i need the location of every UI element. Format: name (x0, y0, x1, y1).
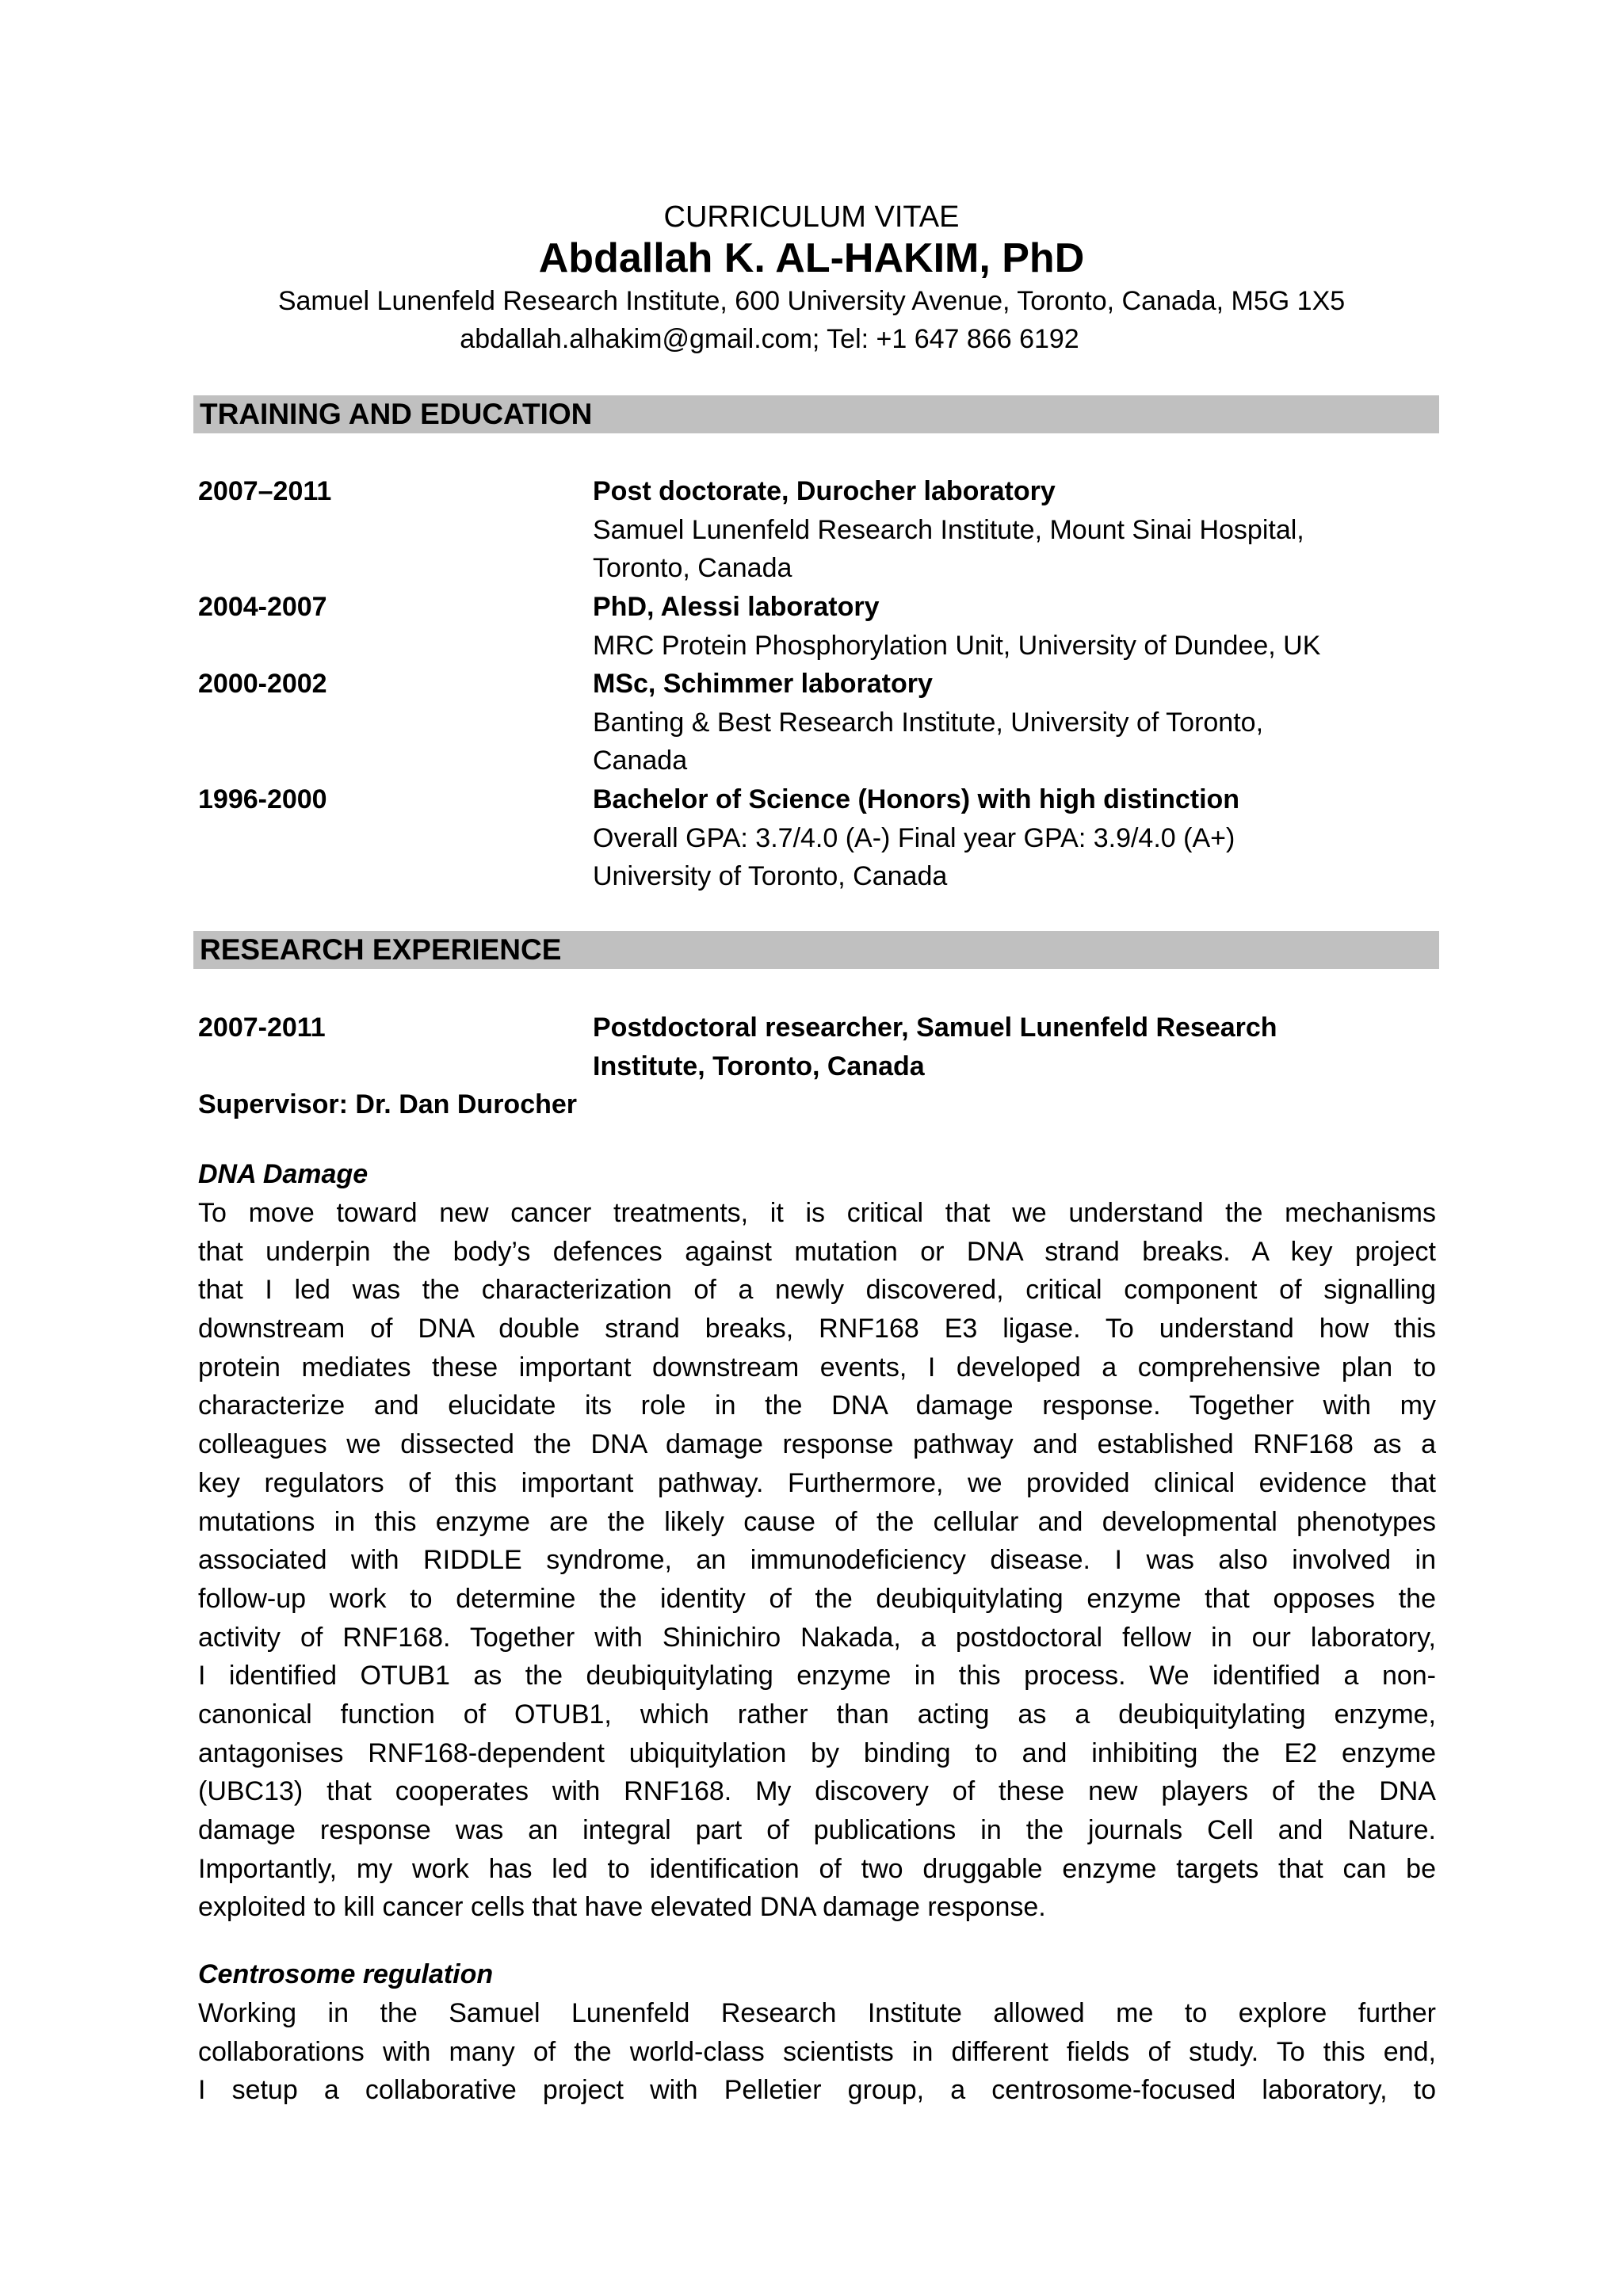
paragraph-line: that I led was the characterization of a newly discovered, critical component of signalling (198, 1275, 1436, 1306)
entry-line: Toronto, Canada (593, 553, 792, 583)
dna-damage-paragraph (198, 1194, 1436, 1927)
entry-years: 2000-2002 (198, 669, 327, 699)
address-line: Samuel Lunenfeld Research Institute, 600 University Avenue, Toronto, Canada, M5G 1X5 (277, 286, 1346, 316)
paragraph-line: downstream of DNA double strand breaks, RNF168 E3 ligase. To understand how this (198, 1314, 1436, 1344)
cv-header (0, 200, 1623, 358)
entry-details (593, 588, 1434, 665)
entry-title: Postdoctoral researcher, Samuel Lunenfeld Research (593, 1013, 1277, 1043)
paragraph-line: colleagues we dissected the DNA damage response pathway and established RNF168 as a (198, 1429, 1436, 1460)
paragraph-line: key regulators of this important pathway. Furthermore, we provided clinical evidence that (198, 1467, 1436, 1498)
entry-title: PhD, Alessi laboratory (593, 592, 880, 622)
paragraph-line: exploited to kill cancer cells that have elevated DNA damage response. (198, 1892, 1046, 1923)
paragraph-line: characterize and elucidate its role in the DNA damage response. Together with my (198, 1390, 1436, 1421)
paragraph-line: mutations in this enzyme are the likely cause of the cellular and developmental phenotypes (198, 1506, 1436, 1537)
research-heading: RESEARCH EXPERIENCE (200, 933, 562, 966)
entry-title: Institute, Toronto, Canada (593, 1051, 925, 1081)
entry-line: Samuel Lunenfeld Research Institute, Mount Sinai Hospital, (593, 514, 1304, 545)
paragraph-line: (UBC13) that cooperates with RNF168. My discovery of these new players of the DNA (198, 1776, 1436, 1807)
entry-line: Banting & Best Research Institute, University of Toronto, (593, 707, 1264, 738)
entry-details (593, 665, 1434, 780)
entry-details (593, 780, 1434, 896)
dna-damage-heading: DNA Damage (198, 1159, 369, 1189)
entry-years: 1996-2000 (198, 784, 327, 814)
paragraph-line: activity of RNF168. Together with Shinichiro Nakada, a postdoctoral fellow in our laboratory, (198, 1622, 1436, 1653)
paragraph-line: canonical function of OTUB1, which rather than acting as a deubiquitylating enzyme, (198, 1699, 1436, 1730)
education-section-header (193, 395, 1439, 433)
entry-years: 2007–2011 (198, 476, 332, 506)
paragraph-line: damage response was an integral part of publications in the journals Cell and Nature. (198, 1815, 1436, 1845)
contact-line: abdallah.alhakim@gmail.com; Tel: +1 647 866 6192 (460, 324, 1079, 354)
centrosome-paragraph (198, 1994, 1436, 2110)
paragraph-line: follow-up work to determine the identity of the deubiquitylating enzyme that opposes the (198, 1583, 1436, 1614)
paragraph-line: antagonises RNF168-dependent ubiquitylation by binding to and inhibiting the E2 enzyme (198, 1737, 1436, 1768)
supervisor-line: Supervisor: Dr. Dan Durocher (198, 1089, 578, 1119)
paragraph-line: that underpin the body’s defences against mutation or DNA strand breaks. A key project (198, 1236, 1436, 1267)
centrosome-heading: Centrosome regulation (198, 1959, 494, 1989)
education-heading: TRAINING AND EDUCATION (200, 398, 593, 430)
paragraph-line: To move toward new cancer treatments, it is critical that we understand the mechanisms (198, 1198, 1436, 1228)
paragraph-line: Importantly, my work has led to identification of two druggable enzyme targets that can be (198, 1853, 1436, 1884)
paragraph-line: Working in the Samuel Lunenfeld Research Institute allowed me to explore further (198, 1998, 1436, 2028)
entry-title: Post doctorate, Durocher laboratory (593, 476, 1056, 506)
entry-line: Canada (593, 746, 688, 776)
paragraph-line: I setup a collaborative project with Pelletier group, a centrosome-focused laboratory, to (198, 2075, 1436, 2106)
paragraph-line: protein mediates these important downstream events, I developed a comprehensive plan to (198, 1352, 1436, 1383)
paragraph-line: I identified OTUB1 as the deubiquitylating enzyme in this process. We identified a non- (198, 1661, 1436, 1691)
person-name: Abdallah K. AL-HAKIM, PhD (538, 235, 1085, 281)
entry-details (593, 472, 1434, 588)
entry-title: Bachelor of Science (Honors) with high distinction (593, 784, 1240, 814)
entry-title: MSc, Schimmer laboratory (593, 669, 933, 699)
entry-details (593, 1009, 1434, 1085)
paragraph-line: associated with RIDDLE syndrome, an immunodeficiency disease. I was also involved in (198, 1545, 1436, 1576)
entry-line: University of Toronto, Canada (593, 861, 948, 891)
document-type-label: CURRICULUM VITAE (663, 200, 960, 234)
entry-line: Overall GPA: 3.7/4.0 (A-) Final year GPA: 3.9/4.0 (A+) (593, 822, 1235, 853)
entry-line: MRC Protein Phosphorylation Unit, University of Dundee, UK (593, 630, 1321, 661)
research-section-header (193, 931, 1439, 969)
entry-years: 2007-2011 (198, 1013, 326, 1043)
entry-years: 2004-2007 (198, 592, 327, 622)
paragraph-line: collaborations with many of the world-class scientists in different fields of study. To this end, (198, 2036, 1436, 2067)
